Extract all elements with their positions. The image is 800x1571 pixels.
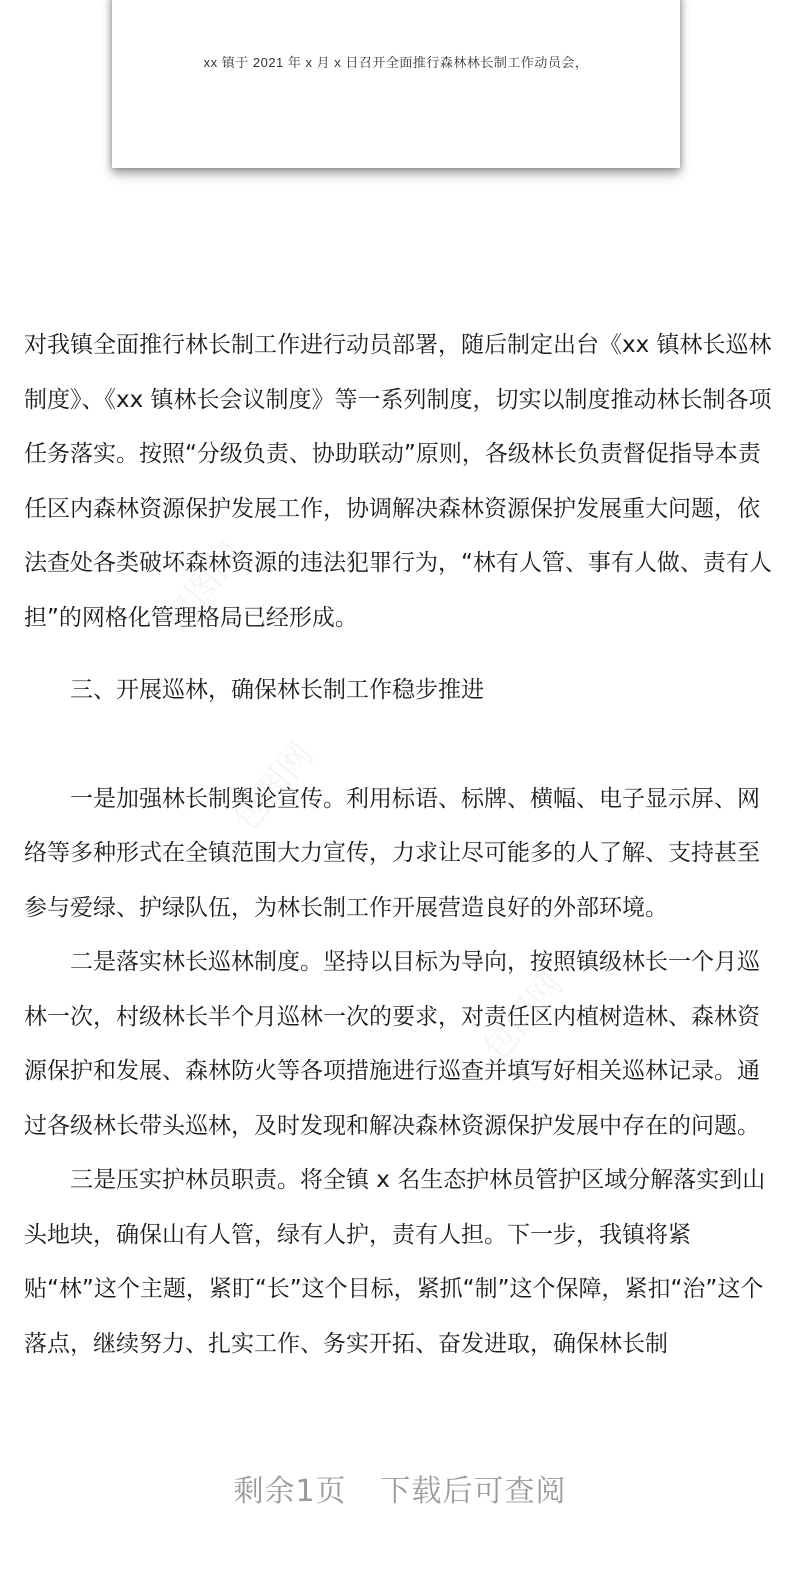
section-heading: 三、开展巡林，确保林长制工作稳步推进 xyxy=(70,677,484,703)
paragraph: 二是落实林长巡林制度。坚持以目标为导向，按照镇级林长一个月巡林一次，村级林长半个月巡林一次的要求，对责任区内植树造林、森林资源保护和发展、森林防火等各项措施进行巡查并填写好相关巡林记录。通过各级林长带头巡林，及时发现和解决森林资源保护发展中存在的问题。 xyxy=(24,949,760,1139)
paragraph-continued: 对我镇全面推行林长制工作进行动员部署，随后制定出台《xx 镇林长巡林制度》、《xx 镇林长会议制度》等一系列制度，切实以制度推动林长制各项任务落实。按照“分级负责、协助联动”原则，各级林长负责督促指导本责任区内森林资源保护发展工作，协调解决森林资源保护发展重大问题，依法查处各类破坏森林资源的违法犯罪行为，“林有人管、事有人做、责有人担”的网格化管理格局已经形成。 xyxy=(24,332,772,631)
paragraph: 三是压实护林员职责。将全镇 x 名生态护林员管护区域分解落实到山头地块，确保山有人管，绿有人护，责有人担。下一步，我镇将紧贴“林”这个主题，紧盯“长”这个目标，紧抓“制”这个保障，紧扣“治”这个落点，继续努力、扎实工作、务实开拓、奋发进取，确保林长制 xyxy=(24,1167,766,1357)
download-prompt[interactable] xyxy=(0,1466,800,1510)
remaining-pages-label: 剩余1页 xyxy=(233,1474,347,1509)
card-text-line: xx 镇于 2021 年 x 月 x 日召开全面推行森林林长制工作动员会， xyxy=(203,55,589,70)
document-preview-card xyxy=(112,0,680,168)
paragraph: 一是加强林长制舆论宣传。利用标语、标牌、横幅、电子显示屏、网络等多种形式在全镇范围大力宣传，力求让尽可能多的人了解、支持甚至参与爱绿、护绿队伍，为林长制工作开展营造良好的外部环境。 xyxy=(24,785,760,921)
download-to-view-label: 下载后可查阅 xyxy=(380,1474,567,1509)
document-body xyxy=(24,318,774,1371)
